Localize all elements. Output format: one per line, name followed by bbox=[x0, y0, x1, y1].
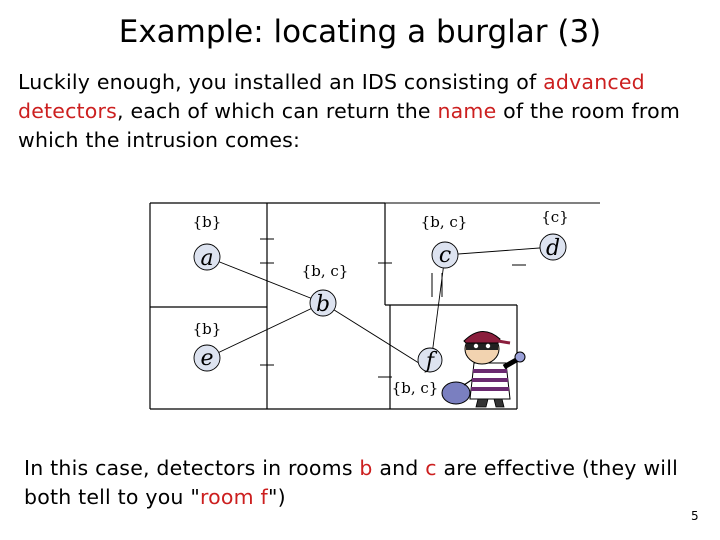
detection-lines bbox=[207, 247, 553, 370]
intro-text-2: , each of which can return the bbox=[117, 99, 438, 123]
room-label-b: b bbox=[315, 292, 331, 317]
room-set-a: {b} bbox=[192, 213, 222, 231]
room-label-d: d bbox=[545, 236, 561, 261]
intro-text-1: Luckily enough, you installed an IDS consisting of bbox=[18, 70, 544, 94]
room-set-e: {b} bbox=[192, 320, 222, 338]
room-node-c bbox=[421, 213, 468, 268]
highlight-c: c bbox=[425, 456, 437, 480]
conclusion-text-2: and bbox=[372, 456, 426, 480]
page-number: 5 bbox=[691, 509, 699, 523]
room-node-b bbox=[302, 262, 349, 317]
conclusion-text-1: In this case, detectors in rooms bbox=[24, 456, 360, 480]
intro-text-3: of the room from which the intrusion comes: bbox=[18, 99, 680, 152]
highlight-room-f: room f bbox=[199, 485, 268, 509]
conclusion-text-3: are effective (they will both tell to you " bbox=[24, 456, 678, 509]
room-node-a bbox=[193, 213, 222, 271]
room-node-e bbox=[193, 320, 222, 371]
highlight-advanced-detectors: advanced detectors bbox=[18, 70, 645, 123]
room-set-d: {c} bbox=[541, 208, 569, 226]
highlight-name: name bbox=[437, 99, 497, 123]
floor-plan-diagram bbox=[140, 195, 600, 415]
room-label-c: c bbox=[438, 243, 452, 268]
room-nodes bbox=[193, 208, 569, 397]
room-node-f bbox=[392, 348, 442, 397]
room-set-f: {b, c} bbox=[391, 379, 439, 397]
room-set-c: {b, c} bbox=[420, 213, 468, 231]
conclusion-paragraph bbox=[24, 454, 714, 512]
conclusion-text-4: ") bbox=[267, 485, 286, 509]
walls bbox=[150, 203, 600, 409]
highlight-b: b bbox=[359, 456, 373, 480]
room-node-d bbox=[540, 208, 569, 261]
slide-title: Example: locating a burglar (3) bbox=[118, 14, 602, 50]
room-label-f: f bbox=[425, 349, 435, 374]
room-label-e: e bbox=[200, 346, 214, 371]
room-set-b: {b, c} bbox=[301, 262, 349, 280]
intro-paragraph bbox=[18, 68, 698, 155]
burglar-illustration bbox=[442, 331, 525, 407]
room-label-a: a bbox=[200, 246, 214, 271]
